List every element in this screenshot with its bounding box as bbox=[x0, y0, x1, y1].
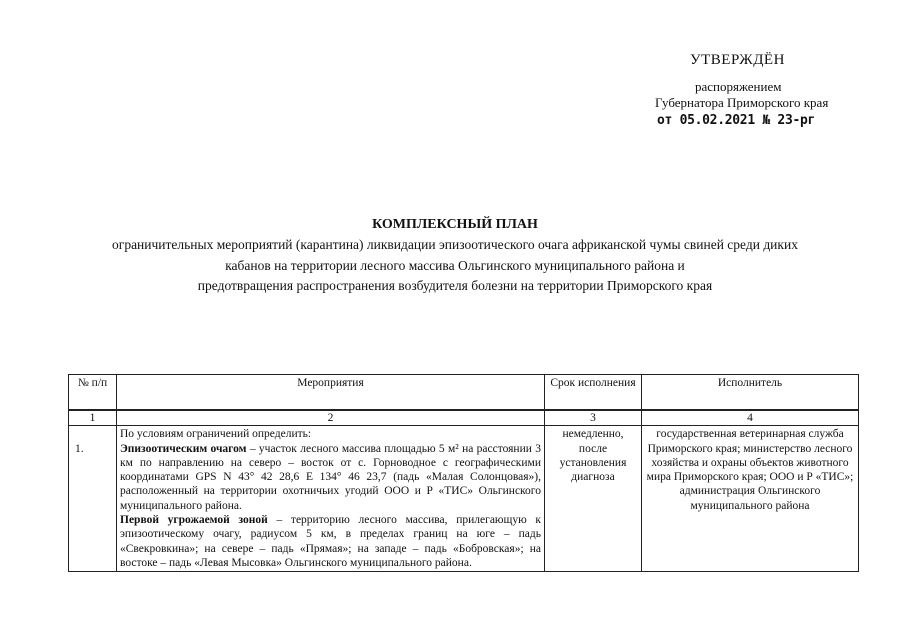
row-deadline: немедленно, после установления диагноза bbox=[545, 426, 642, 572]
plan-table bbox=[68, 374, 859, 572]
row-number: 1. bbox=[69, 426, 117, 572]
document-title: КОМПЛЕКСНЫЙ ПЛАН bbox=[372, 217, 538, 232]
column-number: 2 bbox=[117, 410, 545, 426]
subtitle-line-1: ограничительных мероприятий (карантина) ликвидации эпизоотического очага африканской чумы свиней среди диких bbox=[112, 237, 798, 252]
table-row bbox=[69, 426, 859, 572]
column-number: 4 bbox=[642, 410, 859, 426]
measures-zone-paragraph bbox=[120, 513, 541, 570]
header-number: № п/п bbox=[69, 375, 117, 411]
header-measures: Мероприятия bbox=[117, 375, 545, 411]
zone-text: – территорию лесного массива, прилегающую к эпизоотическому очагу, радиусом 5 км, в пределах границ на юге – падь «Свекровкина»; на севере – падь «Прямая»; на западе – падь «Бобровская»; на востоке – падь «Левая Мысовка» Ольгинского муниципального района. bbox=[120, 514, 542, 569]
focus-text: – участок лесного массива площадью 5 м² на расстоянии 3 км по направлению на северо – восток от с. Горноводное с географическими координатами GPS N 43° 42 28,6 E 134° 46 23,7 (падь «Малая Солонцовая»), расположенный на территории охотничьих угодий ООО и Р «ТИС» Ольгинского муниципального района. bbox=[120, 442, 541, 512]
row-measures bbox=[117, 426, 545, 572]
column-number: 1 bbox=[69, 410, 117, 426]
row-executor: государственная ветеринарная служба Приморского края; министерство лесного хозяйства и охраны объектов животного мира Приморского края; ООО и Р «ТИС»; администрация Ольгинского муниципального района bbox=[642, 426, 859, 572]
subtitle-line-2: кабанов на территории лесного массива Ольгинского муниципального района и bbox=[225, 258, 685, 273]
measures-focus-paragraph bbox=[120, 442, 541, 513]
header-deadline: Срок исполнения bbox=[545, 375, 642, 411]
zone-term: Первой угрожаемой зоной bbox=[120, 514, 268, 527]
table-header-row bbox=[69, 375, 859, 411]
subtitle-line-3: предотвращения распространения возбудителя болезни на территории Приморского края bbox=[197, 278, 713, 293]
header-executor: Исполнитель bbox=[642, 375, 859, 411]
approval-line-order: распоряжением bbox=[695, 79, 782, 94]
approval-line-date-number: от 05.02.2021 № 23-рг bbox=[657, 113, 816, 128]
focus-term: Эпизоотическим очагом bbox=[120, 442, 247, 455]
column-numbers-row bbox=[69, 410, 859, 426]
column-number: 3 bbox=[545, 410, 642, 426]
measures-intro: По условиям ограничений определить: bbox=[120, 428, 312, 441]
approval-line-governor: Губернатора Приморского края bbox=[655, 95, 829, 110]
approval-heading: УТВЕРЖДЁН bbox=[690, 52, 785, 68]
